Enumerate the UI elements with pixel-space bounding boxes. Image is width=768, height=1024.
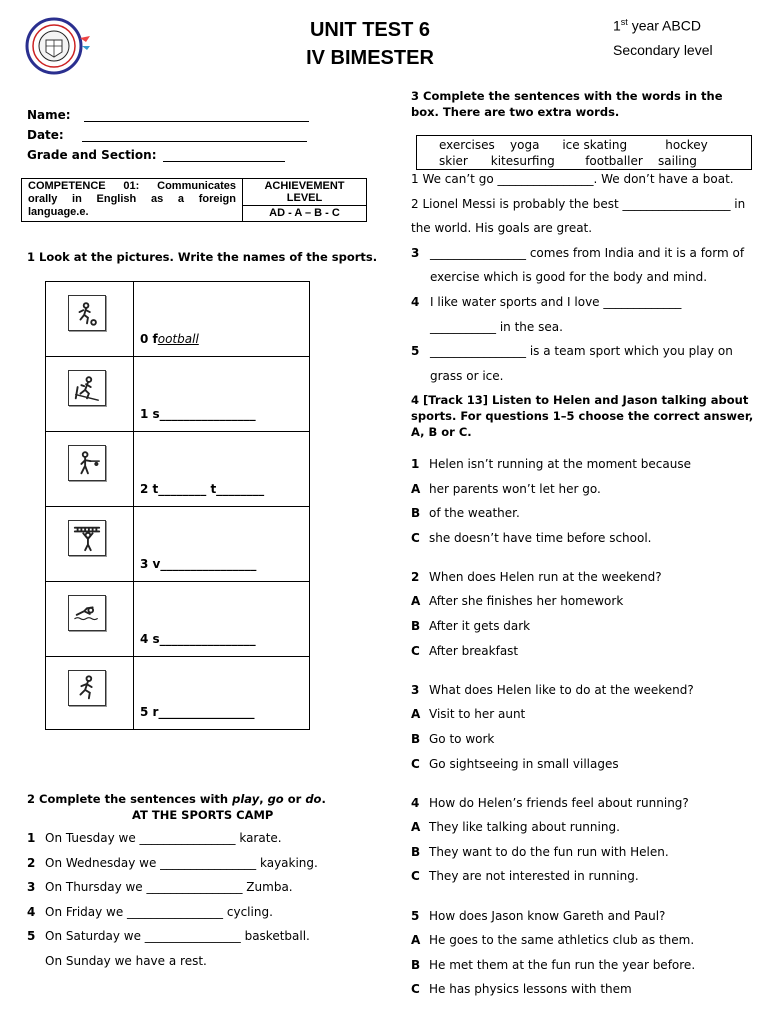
q4-option-b[interactable]: B Go to work [411, 731, 495, 746]
q4-option-b[interactable]: B of the weather. [411, 506, 520, 521]
sport-picture-cell [46, 357, 134, 432]
word-box [416, 135, 752, 170]
q3-sentence-3b: exercise which is good for the body and mind. [430, 270, 708, 285]
sport-answer-cell[interactable] [134, 432, 310, 507]
q4-question-text: 4 How do Helen’s friends feel about running? [411, 795, 689, 810]
q4-option-b[interactable]: B He met them at the fun run the year before. [411, 957, 696, 972]
q2-heading: 2 Complete the sentences with play, go or do. [27, 792, 326, 806]
swimming-icon [68, 595, 106, 631]
q4-option-a[interactable]: A her parents won’t let her go. [411, 481, 601, 496]
q3-sentence-1: 1 We can’t go ________________. We don’t have a boat. [411, 172, 734, 186]
sport-answer-cell[interactable] [134, 357, 310, 432]
word-do: do [305, 792, 322, 806]
q2-sentence [27, 851, 318, 876]
grade-section-field[interactable] [27, 148, 285, 162]
skiing-icon [68, 370, 106, 406]
q1-heading: 1 Look at the pictures. Write the names of the sports. [27, 250, 378, 264]
q4-question [411, 678, 756, 776]
date-label: Date: [27, 128, 64, 142]
word-go: go [267, 792, 284, 806]
q2-number: 5 [27, 929, 36, 944]
q4-option-c[interactable]: C After breakfast [411, 643, 519, 658]
q4-option-a[interactable]: A After she finishes her homework [411, 594, 624, 609]
q3-sentence-5a: 5 ________________ is a team sport which you play on [411, 344, 733, 359]
q2-sentence [27, 875, 318, 900]
q2-text: On Friday we ________________ cycling. [45, 904, 273, 919]
q2-text: On Wednesday we ________________ kayaking. [45, 855, 318, 870]
q2-subtitle: AT THE SPORTS CAMP [132, 808, 274, 822]
q2-number: 1 [27, 831, 36, 845]
q3-sentence-4b: ___________ in the sea. [430, 319, 563, 334]
q3-sentence-4a: 4 I like water sports and I love _____________ [411, 294, 682, 309]
grade-year: 1st year ABCD [613, 17, 701, 34]
sport-answer-cell[interactable] [134, 282, 310, 357]
football-icon [68, 295, 106, 331]
sport-answer-prefix: 5 r________________ [140, 705, 255, 719]
sport-row [46, 432, 310, 507]
sport-answer-prefix: 4 s________________ [140, 632, 256, 646]
sports-picture-table [45, 281, 310, 730]
q4-question-text: 5 How does Jason know Gareth and Paul? [411, 908, 666, 923]
q2-number: 2 [27, 855, 36, 870]
q3-sentence-5b: grass or ice. [430, 368, 504, 383]
q4-question [411, 565, 756, 663]
title-line-2: IV BIMESTER [306, 47, 434, 69]
sport-answer-cell[interactable] [134, 657, 310, 730]
q3-sentence-2b: the world. His goals are great. [411, 221, 593, 236]
achievement-label: ACHIEVEMENT LEVEL [243, 179, 367, 206]
q2-text: On Sunday we have a rest. [45, 953, 207, 968]
q4-option-c[interactable]: C He has physics lessons with them [411, 982, 632, 997]
name-field[interactable] [27, 108, 309, 122]
q2-text: On Tuesday we ________________ karate. [45, 831, 282, 845]
name-label: Name: [27, 108, 71, 122]
title-line-1: UNIT TEST 6 [309, 19, 430, 41]
competence-text: COMPETENCE 01: Communicates orally in English as a foreign language.e. [22, 179, 243, 222]
q4-question-text: 2 When does Helen run at the weekend? [411, 569, 662, 584]
q2-text: On Thursday we ________________ Zumba. [45, 880, 293, 895]
sport-answer-prefix: 0 f [140, 332, 158, 346]
sport-picture-cell [46, 507, 134, 582]
sport-row [46, 282, 310, 357]
competence-table [21, 178, 367, 222]
grade-info [613, 10, 713, 62]
word-box-line-1: exercises yoga ice skating hockey [439, 138, 708, 152]
table-tennis-icon [68, 445, 106, 481]
q4-option-a[interactable]: A They like talking about running. [411, 820, 620, 835]
grade-level: Secondary level [613, 41, 713, 58]
q4-question [411, 452, 756, 550]
q4-question-text: 1 Helen isn’t running at the moment because [411, 457, 691, 471]
word-box-line-2: skier kitesurfing footballer sailing [439, 154, 697, 168]
word-play: play [232, 792, 260, 806]
sport-row [46, 507, 310, 582]
q3-sentence-2a: 2 Lionel Messi is probably the best __________________ in [411, 196, 746, 211]
grade-section-line[interactable] [163, 149, 285, 162]
school-logo [20, 10, 92, 82]
q4-heading: 4 [Track 13] Listen to Helen and Jason talking about sports. For questions 1–5 choose the correct answer, A, B or C. [411, 393, 754, 439]
grade-section-label: Grade and Section: [27, 148, 157, 162]
q4-option-b[interactable]: B After it gets dark [411, 619, 531, 634]
q3-sentences [411, 167, 756, 388]
q4-option-c[interactable]: C They are not interested in running. [411, 869, 639, 884]
sport-picture-cell [46, 582, 134, 657]
q2-sentence [27, 900, 318, 925]
q2-number: 3 [27, 880, 36, 895]
q4-option-c[interactable]: C Go sightseeing in small villages [411, 756, 619, 771]
sport-answer-example: ootball [157, 332, 199, 346]
q3-sentence-3a: 3 ________________ comes from India and it is a form of [411, 245, 745, 260]
date-field[interactable] [27, 128, 307, 142]
sport-row [46, 657, 310, 730]
q4-option-b[interactable]: B They want to do the fun run with Helen. [411, 844, 669, 859]
q2-sentence [27, 924, 318, 949]
sport-picture-cell [46, 432, 134, 507]
q2-number: 4 [27, 904, 36, 919]
sport-answer-prefix: 1 s________________ [140, 407, 256, 421]
sport-answer-cell[interactable] [134, 582, 310, 657]
q4-option-a[interactable]: A He goes to the same athletics club as them. [411, 933, 695, 948]
q4-question-list [411, 452, 756, 1002]
sport-row [46, 582, 310, 657]
q4-question-text: 3 What does Helen like to do at the weekend? [411, 682, 694, 697]
sport-answer-prefix: 2 t________ t________ [140, 482, 265, 496]
q4-question [411, 904, 756, 1002]
achievement-levels: AD - A – B - C [243, 206, 367, 222]
sport-picture-cell [46, 282, 134, 357]
name-line[interactable] [84, 109, 309, 122]
q4-question [411, 791, 756, 889]
test-title [270, 16, 470, 72]
q2-sentence-list [27, 826, 318, 974]
sport-picture-cell [46, 657, 134, 730]
q3-heading: 3 Complete the sentences with the words in the box. There are two extra words. [411, 89, 723, 119]
q2-sentence [27, 826, 318, 851]
sport-answer-prefix: 3 v________________ [140, 557, 257, 571]
sport-answer-cell[interactable] [134, 507, 310, 582]
q2-text: On Saturday we ________________ basketball. [45, 929, 310, 944]
q4-option-a[interactable]: A Visit to her aunt [411, 707, 526, 722]
q2-sentence [27, 949, 318, 974]
q4-option-c[interactable]: C she doesn’t have time before school. [411, 530, 652, 545]
date-line[interactable] [82, 129, 307, 142]
volleyball-icon [68, 520, 106, 556]
running-icon [68, 670, 106, 706]
sport-row [46, 357, 310, 432]
